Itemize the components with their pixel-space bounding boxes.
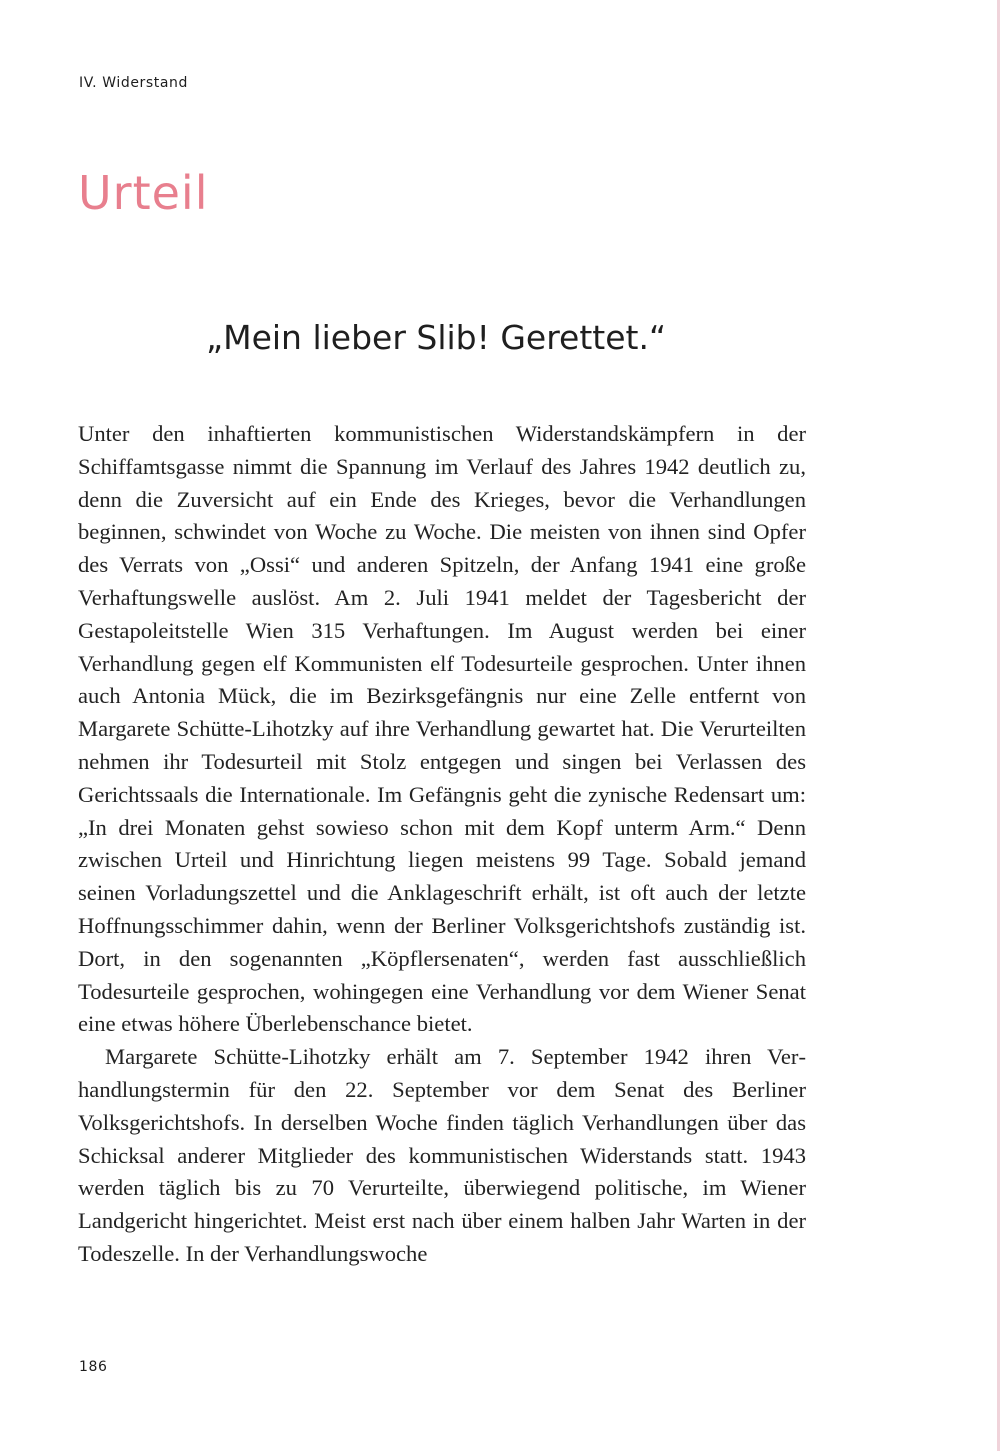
section-heading: „Mein lieber Slib! Gerettet.“ xyxy=(206,318,667,357)
body-text xyxy=(78,418,806,1271)
running-head: IV. Widerstand xyxy=(79,75,189,91)
chapter-title: Urteil xyxy=(78,166,209,220)
paragraph: Margarete Schütte-Lihotzky erhält am 7. September 1942 ihren Verhandlungstermin für den 22. September vor dem Senat des Berliner Volksgerichtshofs. In derselben Woche finden täglich Verhandlungen über das Schicksal anderer Mitglieder des kommunistischen Widerstands statt. 1943 werden täglich bis zu 70 Verurteilte, überwiegend politische, im Wiener Landgericht hingerichtet. Meist erst nach über einem halben Jahr Warten in der Todeszelle. In der Verhandlungswoche xyxy=(78,1044,806,1266)
paragraph: Unter den inhaftierten kommunistischen Widerstandskämpfern in der Schiffamtsgasse nimmt die Spannung im Verlauf des Jahres 1942 deutlich zu, denn die Zuversicht auf ein Ende des Krieges, bevor die Verhandlungen beginnen, schwindet von Woche zu Woche. Die meisten von ihnen sind Opfer des Verrats von „Ossi“ und anderen Spitzeln, der Anfang 1941 eine große Verhaftungswelle auslöst. Am 2. Juli 1941 meldet der Tagesbericht der Gestapoleitstelle Wien 315 Verhaftungen. Im August werden bei einer Verhandlung gegen elf Kommunisten elf Todesurteile gesprochen. Unter ihnen auch Antonia Mück, die im Bezirksgefängnis nur eine Zelle entfernt von Margarete Schütte-Lihotzky auf ihre Verhandlung gewartet hat. Die Verurteilten nehmen ihr Todesurteil mit Stolz entgegen und singen bei Verlassen des Gerichtssaals die Internationale. Im Gefängnis geht die zynische Redensart um: „In drei Monaten gehst sowieso schon mit dem Kopf unterm Arm.“ Denn zwischen Urteil und Hinrichtung liegen meistens 99 Tage. Sobald jemand seinen Vorladungszettel und die Anklageschrift erhält, ist oft auch der letzte Hoffnungsschimmer dahin, wenn der Berliner Volksgerichtshofs zuständig ist. Dort, in den sogenannten „Köpflersenaten“, werden fast ausschließlich Todesurteile gesprochen, wohingegen eine Verhandlung vor dem Wiener Senat eine etwas höhere Überlebenschance bietet. xyxy=(78,421,806,1037)
page-number: 186 xyxy=(79,1359,108,1375)
